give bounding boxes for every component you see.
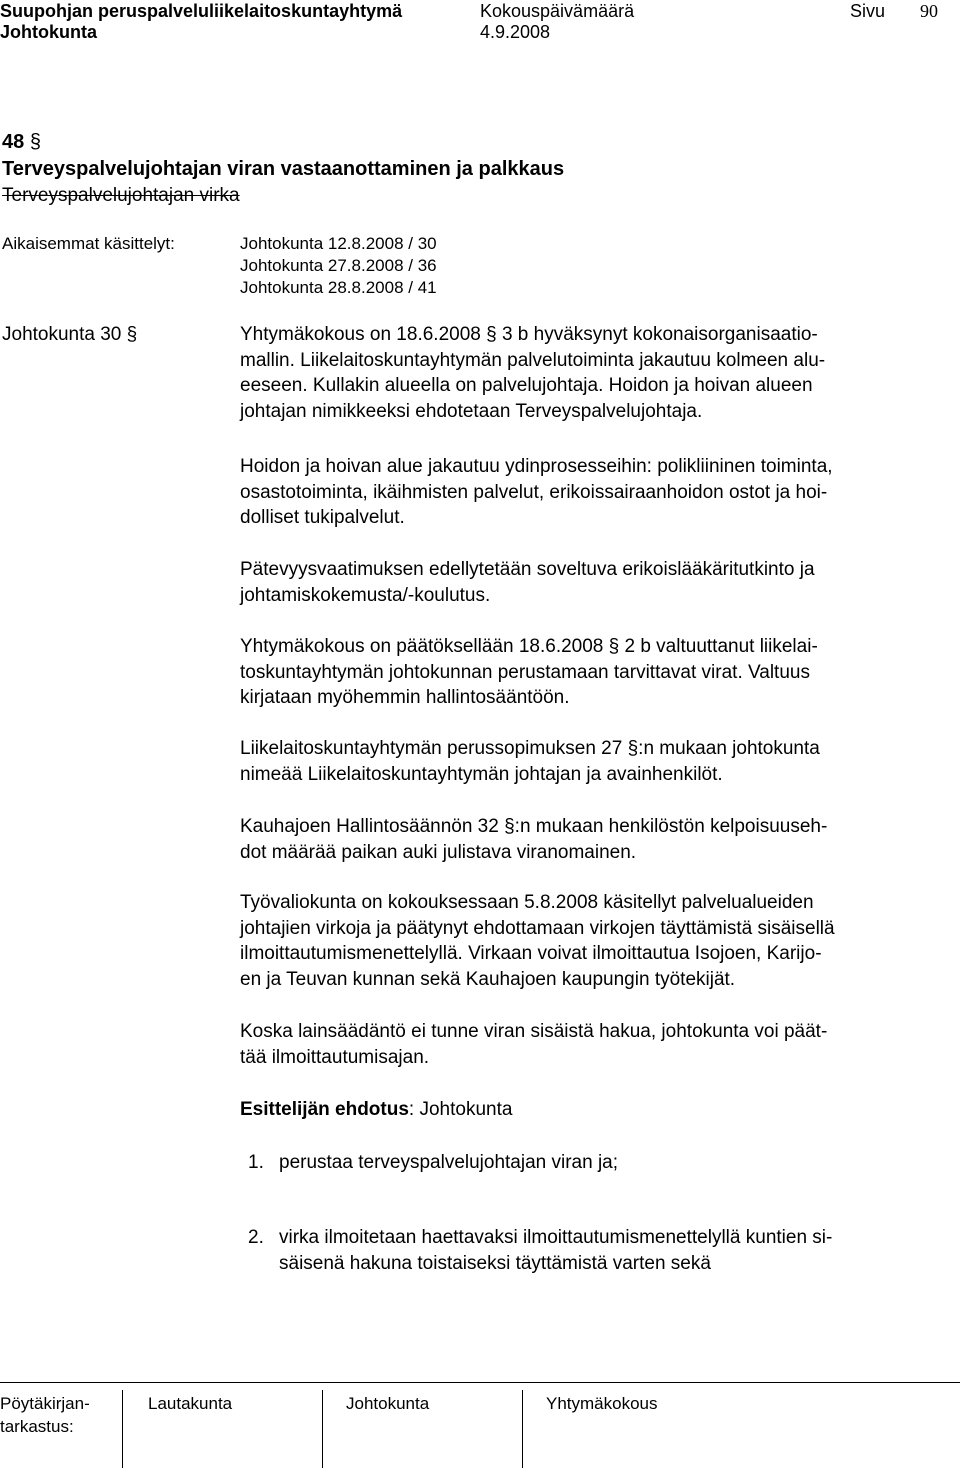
line: johtajan nimikkeeksi ehdotetaan Terveyspalvelujohtaja. [240,400,703,422]
line: Kauhajoen Hallintosäännön 32 §:n mukaan henkilöstön kelpoisuuseh- [240,816,828,837]
line: Hoidon ja hoivan alue jakautuu ydinprosesseihin: polikliininen toiminta, [240,456,833,477]
header-org: Suupohjan peruspalveluliikelaitoskuntayhtymä [0,1,403,21]
left-label [2,322,137,348]
header-page-number: 90 [920,1,938,21]
line: nimeää Liikelaitoskuntayhtymän johtajan ja avainhenkilöt. [240,763,723,785]
paragraph-4 [240,634,960,711]
list-item-2-line-2: säisenä hakuna toistaiseksi täyttämistä varten sekä [279,1253,711,1274]
line: dot määrää paikan auki julistava viranomainen. [240,841,637,863]
line: kirjataan myöhemmin hallintosääntöön. [240,687,570,709]
list-item-2-line-1: virka ilmoitetaan haettavaksi ilmoittautumismenettelyllä kuntien si- [279,1227,833,1248]
paragraph-6 [240,814,960,865]
line: Yhtymäkokous on 18.6.2008 § 3 b hyväksynyt kokonaisorganisaatio- [240,324,818,345]
footer-check-label-2: tarkastus: [0,1417,74,1436]
footer-col-1: Lautakunta [148,1394,233,1413]
line: ilmoittautumismenettelyllä. Virkaan voivat ilmoittautua Isojoen, Karijo- [240,943,822,965]
paragraph-2 [240,454,960,531]
paragraph-5 [240,736,960,787]
line: Pätevyysvaatimuksen edellytetään soveltuva erikoislääkäritutkinto ja [240,559,815,580]
earlier-item-3: Johtokunta 28.8.2008 / 41 [240,278,437,297]
section-para-mark: § [29,131,41,153]
line: Koska lainsäädäntö ei tunne viran sisäistä hakua, johtokunta voi päät- [240,1021,828,1042]
section-number [2,129,41,155]
line: Yhtymäkokous on päätöksellään 18.6.2008 § 2 b valtuuttanut liikelai- [240,636,818,657]
footer-check-label-1: Pöytäkirjan- [0,1394,90,1413]
section-title: Terveyspalvelujohtajan viran vastaanottaminen ja palkkaus [2,158,565,180]
proposal-label: Esittelijän ehdotus [240,1099,409,1120]
line: tää ilmoittautumisajan. [240,1046,430,1068]
line: dolliset tukipalvelut. [240,507,405,529]
section-number-text: 48 [2,131,25,153]
header-date: 4.9.2008 [480,22,551,42]
list-item-1-text: perustaa terveyspalvelujohtajan viran ja; [279,1152,619,1173]
line: osastotoiminta, ikäihmisten palvelut, erikoissairaanhoidon ostot ja hoi- [240,481,828,503]
line: johtamiskokemusta/-koulutus. [240,584,491,606]
earlier-item-1: Johtokunta 12.8.2008 / 30 [240,234,437,253]
earlier-item-2: Johtokunta 27.8.2008 / 36 [240,256,437,275]
footer-divider-1 [122,1390,123,1468]
footer-rule [0,1382,960,1383]
section-subtitle: Terveyspalvelujohtajan virka [2,185,240,206]
line: Työvaliokunta on kokouksessaan 5.8.2008 käsitellyt palvelualueiden [240,892,814,913]
line: mallin. Liikelaitoskuntayhtymän palvelutoiminta jakautuu kolmeen alu- [240,349,826,371]
left-label-text: Johtokunta 30 [2,324,122,345]
line: johtajien virkoja ja päätynyt ehdottamaan virkojen täyttämistä sisäisellä [240,917,835,939]
paragraph-1 [240,322,960,424]
line: eeseen. Kullakin alueella on palvelujohtaja. Hoidon ja hoivan alueen [240,375,813,397]
footer-divider-2 [322,1390,323,1468]
list-item-1-number: 1. [248,1152,264,1173]
header-date-label: Kokouspäivämäärä [480,1,635,21]
proposal [240,1097,960,1123]
list-item-2-number: 2. [248,1227,264,1248]
paragraph-7 [240,890,960,992]
proposal-text: Johtokunta [419,1099,513,1120]
footer-divider-3 [522,1390,523,1468]
paragraph-8 [240,1019,960,1070]
footer-col-2: Johtokunta [346,1394,430,1413]
footer-col-3: Yhtymäkokous [546,1394,658,1413]
left-label-mark: § [126,324,138,345]
header-page-label: Sivu [850,1,886,21]
line: en ja Teuvan kunnan sekä Kauhajoen kaupungin työtekijät. [240,968,736,990]
header-body: Johtokunta [0,22,97,42]
proposal-colon: : [408,1099,415,1120]
earlier-label: Aikaisemmat käsittelyt: [2,234,175,253]
line: Liikelaitoskuntayhtymän perussopimuksen 27 §:n mukaan johtokunta [240,738,820,759]
paragraph-3 [240,557,960,608]
line: toskuntayhtymän johtokunnan perustamaan tarvittavat virat. Valtuus [240,661,810,683]
